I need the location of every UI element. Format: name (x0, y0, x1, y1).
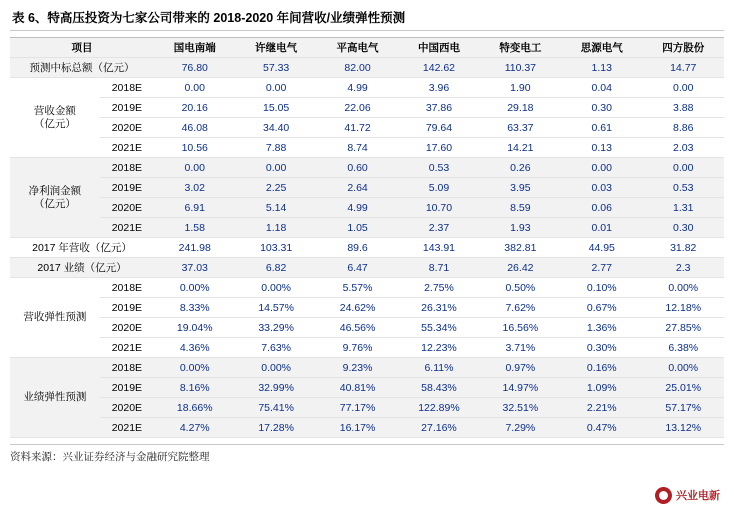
row-year: 2018E (100, 158, 154, 178)
header-cell-company-5: 特变电工 (480, 38, 561, 58)
table-cell: 25.01% (642, 378, 724, 398)
table-cell: 1.13 (561, 58, 642, 78)
table-cell: 3.02 (154, 178, 235, 198)
table-cell: 8.74 (317, 138, 398, 158)
table-cell: 1.09% (561, 378, 642, 398)
table-cell: 4.27% (154, 418, 235, 438)
table-cell: 20.16 (154, 98, 235, 118)
table-row (10, 238, 724, 258)
table-cell: 7.62% (480, 298, 561, 318)
table-cell: 76.80 (154, 58, 235, 78)
row-group-label-line: 营收金额 (33, 104, 76, 117)
header-cell-company-1: 国电南端 (154, 38, 235, 58)
header-cell-company-3: 平高电气 (317, 38, 398, 58)
row-year: 2020E (100, 398, 154, 418)
table-cell: 7.88 (235, 138, 316, 158)
table-caption: 表 6、特高压投资为七家公司带来的 2018-2020 年间营收/业绩弹性预测 (12, 11, 406, 25)
table-row (10, 138, 724, 158)
table-cell: 58.43% (398, 378, 479, 398)
table-cell: 9.23% (317, 358, 398, 378)
table-cell: 57.33 (235, 58, 316, 78)
table-cell: 46.08 (154, 118, 235, 138)
table-cell: 241.98 (154, 238, 235, 258)
table-row (10, 298, 724, 318)
table-cell: 0.00 (154, 158, 235, 178)
table-cell: 0.06 (561, 198, 642, 218)
table-row (10, 158, 724, 178)
table-cell: 5.09 (398, 178, 479, 198)
table-cell: 24.62% (317, 298, 398, 318)
row-year: 2020E (100, 198, 154, 218)
table-cell: 8.33% (154, 298, 235, 318)
table-cell: 82.00 (317, 58, 398, 78)
table-cell: 0.60 (317, 158, 398, 178)
table-row (10, 398, 724, 418)
row-year: 2019E (100, 178, 154, 198)
row-label: 2017 年营收（亿元） (10, 238, 154, 258)
table-cell: 0.13 (561, 138, 642, 158)
table-row (10, 218, 724, 238)
table-cell: 15.05 (235, 98, 316, 118)
table-cell: 3.71% (480, 338, 561, 358)
row-group-label-line: 营收弹性预测 (23, 311, 87, 323)
table-cell: 0.00% (642, 358, 724, 378)
table-cell: 19.04% (154, 318, 235, 338)
table-cell: 55.34% (398, 318, 479, 338)
table-row (10, 198, 724, 218)
table-cell: 0.00 (235, 78, 316, 98)
table-row (10, 58, 724, 78)
table-cell: 2.25 (235, 178, 316, 198)
table-row (10, 278, 724, 298)
table-cell: 14.57% (235, 298, 316, 318)
table-cell: 17.28% (235, 418, 316, 438)
table-cell: 10.70 (398, 198, 479, 218)
table-cell: 3.95 (480, 178, 561, 198)
table-cell: 0.01 (561, 218, 642, 238)
table-cell: 37.86 (398, 98, 479, 118)
table-cell: 26.31% (398, 298, 479, 318)
table-cell: 6.47 (317, 258, 398, 278)
table-cell: 0.67% (561, 298, 642, 318)
table-cell: 16.17% (317, 418, 398, 438)
table-cell: 32.99% (235, 378, 316, 398)
table-cell: 8.71 (398, 258, 479, 278)
row-group-label-line: （亿元） (33, 197, 76, 210)
table-cell: 0.97% (480, 358, 561, 378)
header-cell-company-6: 思源电气 (561, 38, 642, 58)
table-cell: 1.31 (642, 198, 724, 218)
table-cell: 14.97% (480, 378, 561, 398)
row-year: 2019E (100, 98, 154, 118)
table-cell: 0.30% (561, 338, 642, 358)
header-cell-company-7: 四方股份 (642, 38, 724, 58)
table-cell: 0.00 (154, 78, 235, 98)
table-cell: 41.72 (317, 118, 398, 138)
table-cell: 0.00% (154, 358, 235, 378)
row-year: 2019E (100, 378, 154, 398)
table-cell: 16.56% (480, 318, 561, 338)
source-note: 资料来源：兴业证券经济与金融研究院整理 (10, 444, 724, 464)
table-cell: 143.91 (398, 238, 479, 258)
row-group-label (10, 78, 100, 158)
table-cell: 75.41% (235, 398, 316, 418)
row-year: 2018E (100, 358, 154, 378)
table-cell: 382.81 (480, 238, 561, 258)
caption-divider (10, 30, 724, 31)
table-cell: 57.17% (642, 398, 724, 418)
table-cell: 1.05 (317, 218, 398, 238)
table-cell: 7.63% (235, 338, 316, 358)
table-row (10, 258, 724, 278)
table-cell: 17.60 (398, 138, 479, 158)
table-cell: 2.21% (561, 398, 642, 418)
watermark-logo (624, 482, 720, 508)
table-cell: 0.00% (154, 278, 235, 298)
table-row (10, 98, 724, 118)
table-row (10, 78, 724, 98)
row-year: 2021E (100, 218, 154, 238)
table-cell: 2.37 (398, 218, 479, 238)
row-group-label-line: （亿元） (33, 117, 76, 130)
row-year: 2021E (100, 338, 154, 358)
table-cell: 0.00 (642, 158, 724, 178)
table-cell: 0.16% (561, 358, 642, 378)
table-cell: 8.16% (154, 378, 235, 398)
table-cell: 2.75% (398, 278, 479, 298)
table-body (10, 58, 724, 438)
table-row (10, 118, 724, 138)
table-cell: 0.61 (561, 118, 642, 138)
table-cell: 46.56% (317, 318, 398, 338)
table-cell: 63.37 (480, 118, 561, 138)
table-cell: 14.21 (480, 138, 561, 158)
table-cell: 32.51% (480, 398, 561, 418)
row-year: 2021E (100, 138, 154, 158)
row-group-label (10, 158, 100, 238)
table-cell: 0.53 (398, 158, 479, 178)
table-cell: 6.91 (154, 198, 235, 218)
table-cell: 0.47% (561, 418, 642, 438)
table-cell: 27.16% (398, 418, 479, 438)
table-cell: 34.40 (235, 118, 316, 138)
table-cell: 122.89% (398, 398, 479, 418)
row-year: 2018E (100, 278, 154, 298)
table-cell: 79.64 (398, 118, 479, 138)
table-cell: 44.95 (561, 238, 642, 258)
table-cell: 27.85% (642, 318, 724, 338)
table-cell: 33.29% (235, 318, 316, 338)
table-cell: 10.56 (154, 138, 235, 158)
row-group-label-line: 业绩弹性预测 (23, 391, 87, 403)
table-cell: 0.00% (642, 278, 724, 298)
table-cell: 31.82 (642, 238, 724, 258)
table-row (10, 338, 724, 358)
table-cell: 1.90 (480, 78, 561, 98)
row-label: 2017 业绩（亿元） (10, 258, 154, 278)
table-cell: 3.88 (642, 98, 724, 118)
table-cell: 40.81% (317, 378, 398, 398)
table-cell: 0.26 (480, 158, 561, 178)
table-cell: 0.53 (642, 178, 724, 198)
table-cell: 77.17% (317, 398, 398, 418)
table-cell: 13.12% (642, 418, 724, 438)
row-year: 2018E (100, 78, 154, 98)
table-cell: 8.59 (480, 198, 561, 218)
table-cell: 0.30 (561, 98, 642, 118)
table-row (10, 318, 724, 338)
brand-label: 兴业电新 (676, 490, 720, 502)
table-cell: 12.18% (642, 298, 724, 318)
row-year: 2021E (100, 418, 154, 438)
table-cell: 26.42 (480, 258, 561, 278)
table-cell: 1.18 (235, 218, 316, 238)
table-cell: 4.36% (154, 338, 235, 358)
table-cell: 0.30 (642, 218, 724, 238)
table-cell: 6.11% (398, 358, 479, 378)
table-cell: 5.57% (317, 278, 398, 298)
row-label: 预测中标总额（亿元） (10, 58, 154, 78)
table-cell: 2.64 (317, 178, 398, 198)
table-row (10, 178, 724, 198)
row-year: 2019E (100, 298, 154, 318)
table-cell: 2.03 (642, 138, 724, 158)
brand-mark-icon (655, 487, 672, 504)
table-row (10, 418, 724, 438)
table-cell: 110.37 (480, 58, 561, 78)
table-cell: 29.18 (480, 98, 561, 118)
row-group-label (10, 358, 100, 438)
table-cell: 4.99 (317, 198, 398, 218)
table-cell: 0.03 (561, 178, 642, 198)
table-row (10, 378, 724, 398)
table-cell: 6.38% (642, 338, 724, 358)
table-cell: 4.99 (317, 78, 398, 98)
table-cell: 9.76% (317, 338, 398, 358)
table-cell: 0.00 (235, 158, 316, 178)
table-header (10, 38, 724, 58)
table-cell: 2.3 (642, 258, 724, 278)
table-cell: 0.10% (561, 278, 642, 298)
table-cell: 12.23% (398, 338, 479, 358)
table-cell: 0.00% (235, 278, 316, 298)
table-cell: 1.58 (154, 218, 235, 238)
row-group-label-line: 净利润金额 (28, 184, 82, 197)
table-cell: 0.04 (561, 78, 642, 98)
table-cell: 1.93 (480, 218, 561, 238)
row-year: 2020E (100, 118, 154, 138)
row-year: 2020E (100, 318, 154, 338)
table-cell: 3.96 (398, 78, 479, 98)
table-cell: 0.00 (642, 78, 724, 98)
table-cell: 8.86 (642, 118, 724, 138)
table-cell: 0.50% (480, 278, 561, 298)
table-cell: 6.82 (235, 258, 316, 278)
header-row (10, 38, 724, 58)
table-cell: 1.36% (561, 318, 642, 338)
table-cell: 7.29% (480, 418, 561, 438)
row-group-label (10, 278, 100, 358)
table-cell: 5.14 (235, 198, 316, 218)
header-cell-company-2: 许继电气 (235, 38, 316, 58)
table-cell: 0.00 (561, 158, 642, 178)
table-cell: 142.62 (398, 58, 479, 78)
table-cell: 0.00% (235, 358, 316, 378)
table-cell: 18.66% (154, 398, 235, 418)
table-cell: 14.77 (642, 58, 724, 78)
table-cell: 22.06 (317, 98, 398, 118)
table-cell: 89.6 (317, 238, 398, 258)
header-cell-company-4: 中国西电 (398, 38, 479, 58)
table-cell: 37.03 (154, 258, 235, 278)
header-cell-item: 项目 (10, 38, 154, 58)
table-cell: 2.77 (561, 258, 642, 278)
table-row (10, 358, 724, 378)
elasticity-forecast-table (10, 37, 724, 438)
table-cell: 103.31 (235, 238, 316, 258)
